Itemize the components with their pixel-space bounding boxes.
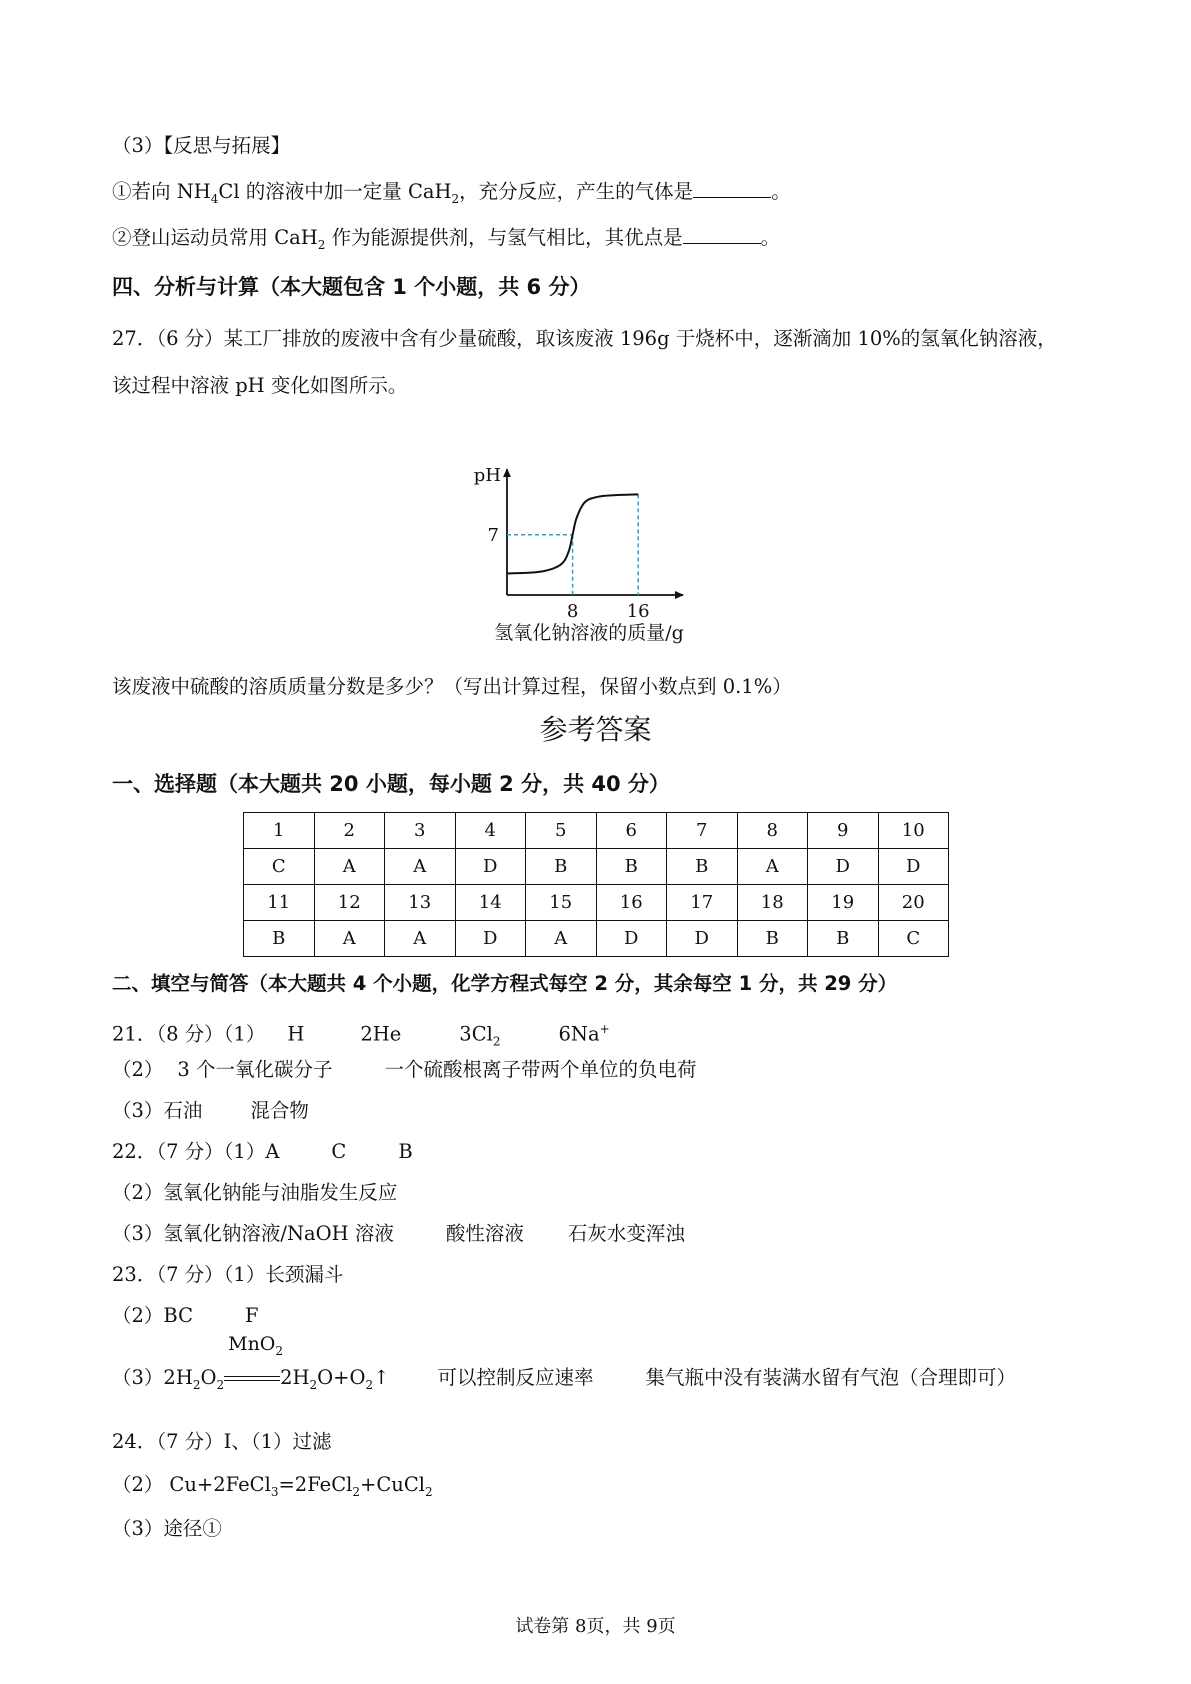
answer-table-cell: 16 — [596, 885, 667, 921]
answer-table-cell: A — [526, 921, 597, 957]
answer-table-cell: 4 — [455, 813, 526, 849]
answer-table-cell: B — [596, 849, 667, 885]
answer-table-cell: 6 — [596, 813, 667, 849]
ph-curve-chart — [455, 425, 715, 645]
answer-table-cell: C — [878, 921, 949, 957]
answer-table-cell: 5 — [526, 813, 597, 849]
answer-table-cell: 2 — [314, 813, 385, 849]
answer-table-row — [244, 921, 949, 957]
q27-question: 该废液中硫酸的溶质质量分数是多少？（写出计算过程，保留小数点到 0.1%） — [112, 675, 792, 698]
answer-table-cell: D — [808, 849, 879, 885]
q21-line2: （2） 3 个一氧化碳分子 一个硫酸根离子带两个单位的负电荷 — [112, 1058, 697, 1081]
q27-line1: 27．（6 分）某工厂排放的废液中含有少量硫酸，取该废液 196g 于烧杯中，逐渐滴加 10%的氢氧化钠溶液， — [112, 327, 1057, 350]
reaction-condition: MnO$_2$ — [224, 1364, 280, 1392]
answer-table-row — [244, 813, 949, 849]
answer-table-cell: C — [244, 849, 315, 885]
answer-table-cell: B — [667, 849, 738, 885]
answer-table-cell: 18 — [737, 885, 808, 921]
answer-table-cell: B — [244, 921, 315, 957]
answer-table-cell: 1 — [244, 813, 315, 849]
answer-table-cell: B — [808, 921, 879, 957]
q23-line1: 23．（7 分）（1）长颈漏斗 — [112, 1263, 344, 1286]
q24-line3: （3）途径① — [112, 1517, 222, 1540]
answer-table-cell: 10 — [878, 813, 949, 849]
answer-table-cell: D — [455, 921, 526, 957]
answer-table-cell: 19 — [808, 885, 879, 921]
q24-line2: （2） Cu+2FeCl$_3$=2FeCl$_2$+CuCl$_2$ — [112, 1473, 433, 1499]
y-tick-label: 7 — [487, 524, 499, 546]
answer-table-cell: D — [667, 921, 738, 957]
answers-section2-heading: 二、填空与简答（本大题共 4 个小题，化学方程式每空 2 分，其余每空 1 分，共 29 分） — [112, 972, 898, 995]
answer-table-cell: A — [314, 849, 385, 885]
answer-table-cell: 17 — [667, 885, 738, 921]
answer-table-cell: D — [878, 849, 949, 885]
answer-table-cell: 9 — [808, 813, 879, 849]
answer-table-cell: A — [737, 849, 808, 885]
q21-line3: （3）石油 混合物 — [112, 1099, 309, 1122]
answer-table-cell: 14 — [455, 885, 526, 921]
q23-line3: $(3)2H_2O_2$ MnO$_2$ $2H_2O+O_2↑$ 可以控制反应速率 集气瓶中没有装满水留有气泡（合理即可） — [112, 1333, 1016, 1392]
answer-table-cell: B — [737, 921, 808, 957]
q22-line2: （2）氢氧化钠能与油脂发生反应 — [112, 1181, 398, 1204]
x-axis-label: 氢氧化钠溶液的质量/g — [494, 622, 684, 644]
answer-table-cell: D — [455, 849, 526, 885]
answer-table-cell: 20 — [878, 885, 949, 921]
q22-line3: （3）氢氧化钠溶液/NaOH 溶液 酸性溶液 石灰水变浑浊 — [112, 1222, 685, 1245]
answer-table-cell: 3 — [385, 813, 456, 849]
answers-section1-heading: 一、选择题（本大题共 20 小题，每小题 2 分，共 40 分） — [112, 772, 670, 796]
answer-table-cell: A — [385, 849, 456, 885]
answer-table-row — [244, 885, 949, 921]
answer-table-cell: 8 — [737, 813, 808, 849]
page-footer: 试卷第 8页，共 9页 — [515, 1616, 676, 1637]
answer-table-cell: A — [385, 921, 456, 957]
q23-line2: （2）BC F — [112, 1304, 259, 1327]
q26-item2: ②登山运动员常用 CaH$_2$ 作为能源提供剂，与氢气相比，其优点是 。 — [112, 226, 781, 252]
answer-table-cell: A — [314, 921, 385, 957]
q22-line1: 22．（7 分）（1）A C B — [112, 1140, 413, 1163]
q26-item1: ①若向 $NH_4Cl$ 的溶液中加一定量 CaH$_2$，充分反应，产生的气体是 。 — [112, 180, 791, 206]
q21-line1: 21．（8 分）（1） H 2He $3Cl_2$ 6Na+ — [112, 1022, 610, 1049]
answer-blank[interactable] — [693, 179, 771, 198]
q26-part3-heading: （3）【反思与拓展】 — [112, 134, 291, 157]
answer-table-cell: D — [596, 921, 667, 957]
x-tick-label: 16 — [626, 601, 650, 622]
answer-table-cell: 12 — [314, 885, 385, 921]
y-axis-label: pH — [473, 465, 501, 487]
answer-table-cell: 11 — [244, 885, 315, 921]
answer-table-row — [244, 849, 949, 885]
answer-table-cell: B — [526, 849, 597, 885]
answer-table-cell: 15 — [526, 885, 597, 921]
ph-curve-line — [507, 494, 638, 573]
answer-title: 参考答案 — [539, 713, 652, 746]
answer-table-cell: 7 — [667, 813, 738, 849]
answer-blank[interactable] — [683, 225, 761, 244]
q24-line1: 24．（7 分）I、（1）过滤 — [112, 1430, 332, 1453]
x-tick-label: 8 — [566, 601, 579, 622]
answer-table-cell: 13 — [385, 885, 456, 921]
answer-table — [243, 812, 949, 957]
section4-heading: 四、分析与计算（本大题包含 1 个小题，共 6 分） — [112, 275, 591, 299]
q27-line2: 该过程中溶液 pH 变化如图所示。 — [112, 374, 408, 397]
